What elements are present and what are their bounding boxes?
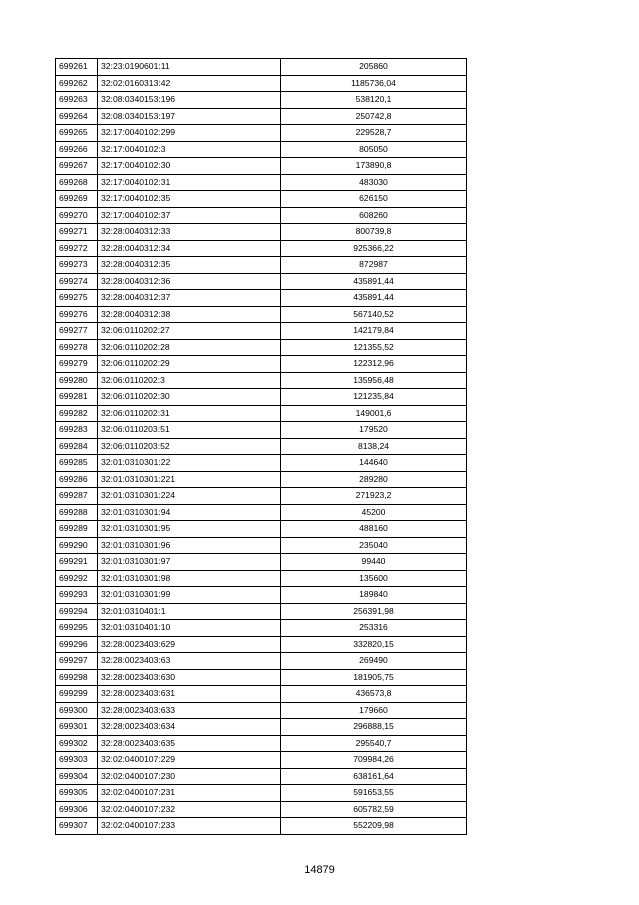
cadastral-number-cell: 32:01:0310401:1 [98, 603, 281, 620]
row-id-cell: 699283 [56, 422, 98, 439]
value-cell: 805050 [281, 141, 467, 158]
value-cell: 605782,59 [281, 801, 467, 818]
row-id-cell: 699300 [56, 702, 98, 719]
cadastral-number-cell: 32:28:0023403:634 [98, 719, 281, 736]
row-id-cell: 699284 [56, 438, 98, 455]
table-row [56, 257, 467, 274]
value-cell: 179660 [281, 702, 467, 719]
row-id-cell: 699263 [56, 92, 98, 109]
value-cell: 538120,1 [281, 92, 467, 109]
value-cell: 483030 [281, 174, 467, 191]
cadastral-number-cell: 32:28:0023403:629 [98, 636, 281, 653]
row-id-cell: 699261 [56, 59, 98, 76]
table-row [56, 669, 467, 686]
table-row [56, 702, 467, 719]
cadastral-number-cell: 32:01:0310301:22 [98, 455, 281, 472]
value-cell: 271923,2 [281, 488, 467, 505]
row-id-cell: 699276 [56, 306, 98, 323]
table-row [56, 653, 467, 670]
row-id-cell: 699289 [56, 521, 98, 538]
cadastral-number-cell: 32:28:0023403:635 [98, 735, 281, 752]
row-id-cell: 699285 [56, 455, 98, 472]
cadastral-number-cell: 32:28:0023403:63 [98, 653, 281, 670]
value-cell: 709984,26 [281, 752, 467, 769]
cadastral-number-cell: 32:02:0400107:233 [98, 818, 281, 835]
value-cell: 435891,44 [281, 290, 467, 307]
row-id-cell: 699280 [56, 372, 98, 389]
table-row [56, 59, 467, 76]
table-row [56, 801, 467, 818]
cadastral-number-cell: 32:06:0110202:31 [98, 405, 281, 422]
cadastral-number-cell: 32:08:0340153:197 [98, 108, 281, 125]
table-body [56, 59, 467, 835]
table-row [56, 174, 467, 191]
value-cell: 552209,98 [281, 818, 467, 835]
cadastral-number-cell: 32:28:0023403:633 [98, 702, 281, 719]
value-cell: 149001,6 [281, 405, 467, 422]
cadastral-number-cell: 32:06:0110202:30 [98, 389, 281, 406]
table-row [56, 125, 467, 142]
row-id-cell: 699307 [56, 818, 98, 835]
table-row [56, 554, 467, 571]
row-id-cell: 699268 [56, 174, 98, 191]
cadastral-number-cell: 32:01:0310301:98 [98, 570, 281, 587]
row-id-cell: 699266 [56, 141, 98, 158]
table-row [56, 323, 467, 340]
cadastral-number-cell: 32:28:0040312:35 [98, 257, 281, 274]
row-id-cell: 699278 [56, 339, 98, 356]
value-cell: 872987 [281, 257, 467, 274]
table-row [56, 785, 467, 802]
cadastral-number-cell: 32:02:0160313:42 [98, 75, 281, 92]
cadastral-number-cell: 32:06:0110202:28 [98, 339, 281, 356]
cadastral-number-cell: 32:28:0040312:34 [98, 240, 281, 257]
row-id-cell: 699294 [56, 603, 98, 620]
value-cell: 488160 [281, 521, 467, 538]
cadastral-number-cell: 32:02:0400107:232 [98, 801, 281, 818]
table-row [56, 488, 467, 505]
cadastral-number-cell: 32:28:0023403:630 [98, 669, 281, 686]
cadastral-number-cell: 32:23:0190601:11 [98, 59, 281, 76]
cadastral-number-cell: 32:28:0023403:631 [98, 686, 281, 703]
value-cell: 99440 [281, 554, 467, 571]
value-cell: 436573,8 [281, 686, 467, 703]
cadastral-number-cell: 32:17:0040102:30 [98, 158, 281, 175]
cadastral-number-cell: 32:17:0040102:35 [98, 191, 281, 208]
row-id-cell: 699264 [56, 108, 98, 125]
cadastral-number-cell: 32:17:0040102:37 [98, 207, 281, 224]
row-id-cell: 699286 [56, 471, 98, 488]
value-cell: 289280 [281, 471, 467, 488]
value-cell: 135956,48 [281, 372, 467, 389]
row-id-cell: 699293 [56, 587, 98, 604]
page-number: 14879 [304, 864, 335, 876]
table-row [56, 735, 467, 752]
table-row [56, 158, 467, 175]
value-cell: 925366,22 [281, 240, 467, 257]
row-id-cell: 699281 [56, 389, 98, 406]
table-row [56, 339, 467, 356]
cadastral-number-cell: 32:17:0040102:299 [98, 125, 281, 142]
table-row [56, 75, 467, 92]
cadastral-number-cell: 32:06:0110202:27 [98, 323, 281, 340]
value-cell: 121355,52 [281, 339, 467, 356]
row-id-cell: 699274 [56, 273, 98, 290]
row-id-cell: 699269 [56, 191, 98, 208]
value-cell: 181905,75 [281, 669, 467, 686]
cadastral-number-cell: 32:28:0040312:36 [98, 273, 281, 290]
table-row [56, 306, 467, 323]
value-cell: 1185736,04 [281, 75, 467, 92]
table-row [56, 752, 467, 769]
value-cell: 122312,96 [281, 356, 467, 373]
table-row [56, 438, 467, 455]
row-id-cell: 699291 [56, 554, 98, 571]
table-row [56, 240, 467, 257]
cadastral-number-cell: 32:06:0110202:29 [98, 356, 281, 373]
table-row [56, 636, 467, 653]
table-row [56, 719, 467, 736]
row-id-cell: 699279 [56, 356, 98, 373]
row-id-cell: 699299 [56, 686, 98, 703]
table-row [56, 422, 467, 439]
table-row [56, 356, 467, 373]
value-cell: 121235,84 [281, 389, 467, 406]
cadastral-number-cell: 32:17:0040102:31 [98, 174, 281, 191]
table-row [56, 620, 467, 637]
value-cell: 189840 [281, 587, 467, 604]
table-row [56, 290, 467, 307]
row-id-cell: 699303 [56, 752, 98, 769]
table-row [56, 603, 467, 620]
row-id-cell: 699287 [56, 488, 98, 505]
row-id-cell: 699301 [56, 719, 98, 736]
value-cell: 173890,8 [281, 158, 467, 175]
row-id-cell: 699292 [56, 570, 98, 587]
cadastral-number-cell: 32:01:0310301:97 [98, 554, 281, 571]
row-id-cell: 699306 [56, 801, 98, 818]
cadastral-number-cell: 32:06:0110203:51 [98, 422, 281, 439]
value-cell: 269490 [281, 653, 467, 670]
table-row [56, 537, 467, 554]
data-table [55, 58, 467, 835]
table-row [56, 570, 467, 587]
row-id-cell: 699270 [56, 207, 98, 224]
value-cell: 435891,44 [281, 273, 467, 290]
cadastral-number-cell: 32:01:0310301:94 [98, 504, 281, 521]
table-row [56, 92, 467, 109]
value-cell: 135600 [281, 570, 467, 587]
row-id-cell: 699273 [56, 257, 98, 274]
cadastral-number-cell: 32:01:0310401:10 [98, 620, 281, 637]
table-row [56, 405, 467, 422]
row-id-cell: 699271 [56, 224, 98, 241]
row-id-cell: 699262 [56, 75, 98, 92]
table-row [56, 224, 467, 241]
table-row [56, 191, 467, 208]
cadastral-number-cell: 32:02:0400107:231 [98, 785, 281, 802]
value-cell: 235040 [281, 537, 467, 554]
value-cell: 608260 [281, 207, 467, 224]
table-row [56, 587, 467, 604]
cadastral-number-cell: 32:08:0340153:196 [98, 92, 281, 109]
row-id-cell: 699305 [56, 785, 98, 802]
row-id-cell: 699267 [56, 158, 98, 175]
table-row [56, 471, 467, 488]
cadastral-number-cell: 32:28:0040312:38 [98, 306, 281, 323]
value-cell: 567140,52 [281, 306, 467, 323]
row-id-cell: 699295 [56, 620, 98, 637]
value-cell: 638161,64 [281, 768, 467, 785]
table-row [56, 504, 467, 521]
row-id-cell: 699296 [56, 636, 98, 653]
value-cell: 296888,15 [281, 719, 467, 736]
row-id-cell: 699265 [56, 125, 98, 142]
value-cell: 253316 [281, 620, 467, 637]
row-id-cell: 699298 [56, 669, 98, 686]
cadastral-number-cell: 32:01:0310301:221 [98, 471, 281, 488]
table-row [56, 273, 467, 290]
cadastral-number-cell: 32:01:0310301:96 [98, 537, 281, 554]
table-row [56, 389, 467, 406]
cadastral-number-cell: 32:01:0310301:224 [98, 488, 281, 505]
value-cell: 332820,15 [281, 636, 467, 653]
value-cell: 205860 [281, 59, 467, 76]
table-row [56, 141, 467, 158]
value-cell: 250742,8 [281, 108, 467, 125]
table-row [56, 521, 467, 538]
row-id-cell: 699302 [56, 735, 98, 752]
row-id-cell: 699275 [56, 290, 98, 307]
value-cell: 8138,24 [281, 438, 467, 455]
table-row [56, 372, 467, 389]
cadastral-number-cell: 32:06:0110202:3 [98, 372, 281, 389]
cadastral-number-cell: 32:01:0310301:95 [98, 521, 281, 538]
cadastral-number-cell: 32:02:0400107:230 [98, 768, 281, 785]
value-cell: 229528,7 [281, 125, 467, 142]
row-id-cell: 699288 [56, 504, 98, 521]
row-id-cell: 699290 [56, 537, 98, 554]
value-cell: 800739,8 [281, 224, 467, 241]
value-cell: 179520 [281, 422, 467, 439]
table-row [56, 686, 467, 703]
table-row [56, 818, 467, 835]
table-row [56, 768, 467, 785]
table-row [56, 108, 467, 125]
row-id-cell: 699282 [56, 405, 98, 422]
table-row [56, 455, 467, 472]
row-id-cell: 699304 [56, 768, 98, 785]
row-id-cell: 699297 [56, 653, 98, 670]
value-cell: 45200 [281, 504, 467, 521]
cadastral-number-cell: 32:28:0040312:37 [98, 290, 281, 307]
table-row [56, 207, 467, 224]
cadastral-number-cell: 32:06:0110203:52 [98, 438, 281, 455]
value-cell: 295540,7 [281, 735, 467, 752]
value-cell: 591653,55 [281, 785, 467, 802]
cadastral-number-cell: 32:28:0040312:33 [98, 224, 281, 241]
value-cell: 144640 [281, 455, 467, 472]
value-cell: 142179,84 [281, 323, 467, 340]
cadastral-number-cell: 32:01:0310301:99 [98, 587, 281, 604]
cadastral-number-cell: 32:17:0040102:3 [98, 141, 281, 158]
value-cell: 256391,98 [281, 603, 467, 620]
value-cell: 626150 [281, 191, 467, 208]
row-id-cell: 699272 [56, 240, 98, 257]
cadastral-number-cell: 32:02:0400107:229 [98, 752, 281, 769]
row-id-cell: 699277 [56, 323, 98, 340]
